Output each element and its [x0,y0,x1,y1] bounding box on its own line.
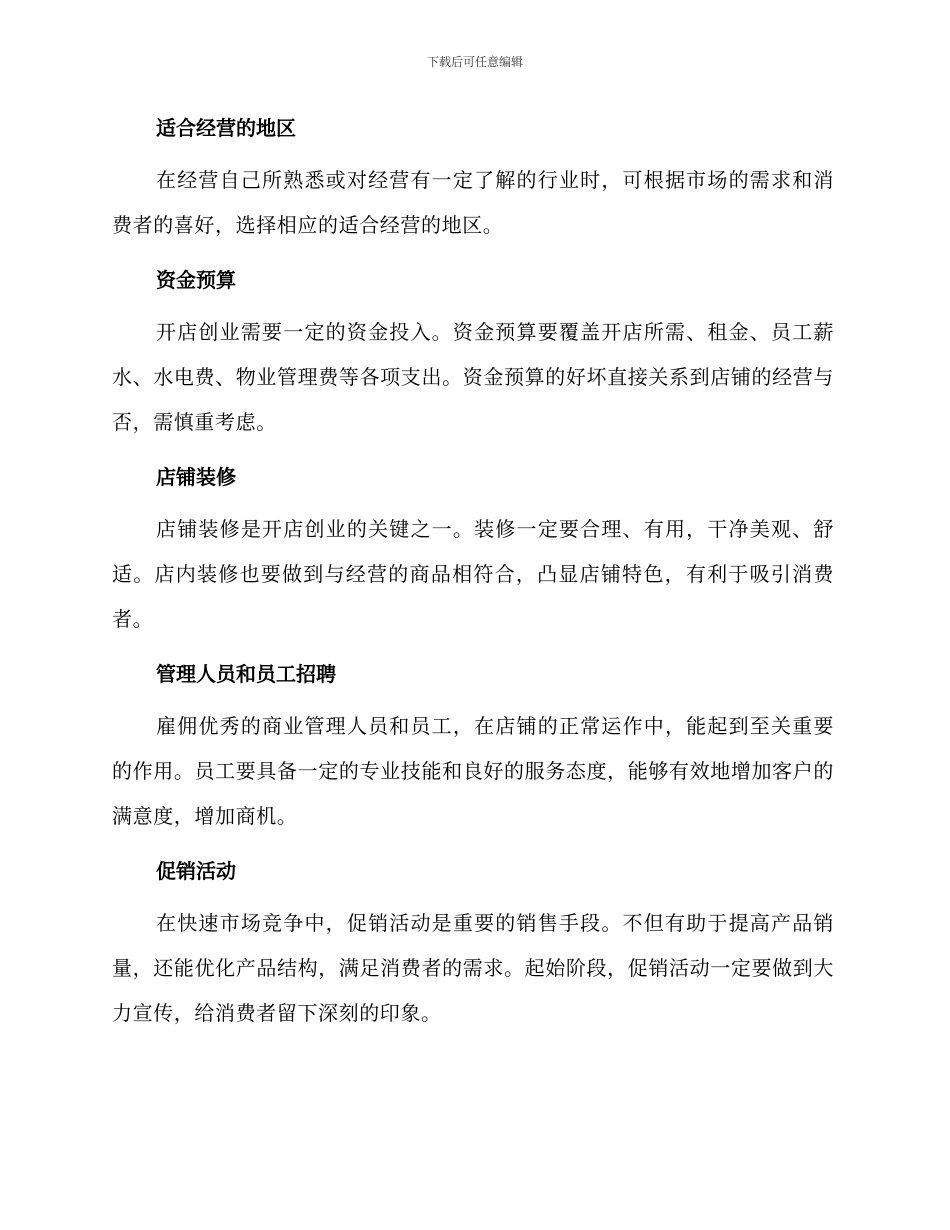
page-header: 下载后可任意编辑 [426,55,523,69]
section-paragraph: 在经营自己所熟悉或对经营有一定了解的行业时，可根据市场的需求和消费者的喜好，选择相应的适合经营的地区。 [112,168,834,237]
section-decoration [112,459,834,642]
section-heading: 店铺装修 [156,465,236,489]
section-promotion [112,853,834,1036]
section-paragraph: 在快速市场竞争中，促销活动是重要的销售手段。不但有助于提高产品销量，还能优化产品结构，满足消费者的需求。起始阶段，促销活动一定要做到大力宣传，给消费者留下深刻的印象。 [112,911,834,1025]
section-region [112,110,834,248]
document-content [112,110,834,1050]
section-budget [112,262,834,445]
section-heading: 促销活动 [156,859,236,883]
section-staffing [112,656,834,839]
section-paragraph: 店铺装修是开店创业的关键之一。装修一定要合理、有用，干净美观、舒适。店内装修也要做到与经营的商品相符合，凸显店铺特色，有利于吸引消费者。 [112,517,834,631]
section-heading: 管理人员和员工招聘 [156,662,336,686]
section-heading: 资金预算 [156,268,236,292]
section-paragraph: 雇佣优秀的商业管理人员和员工，在店铺的正常运作中，能起到至关重要的作用。员工要具备一定的专业技能和良好的服务态度，能够有效地增加客户的满意度，增加商机。 [112,714,834,828]
section-heading: 适合经营的地区 [156,116,296,140]
section-paragraph: 开店创业需要一定的资金投入。资金预算要覆盖开店所需、租金、员工薪水、水电费、物业管理费等各项支出。资金预算的好坏直接关系到店铺的经营与否，需慎重考虑。 [112,320,834,434]
